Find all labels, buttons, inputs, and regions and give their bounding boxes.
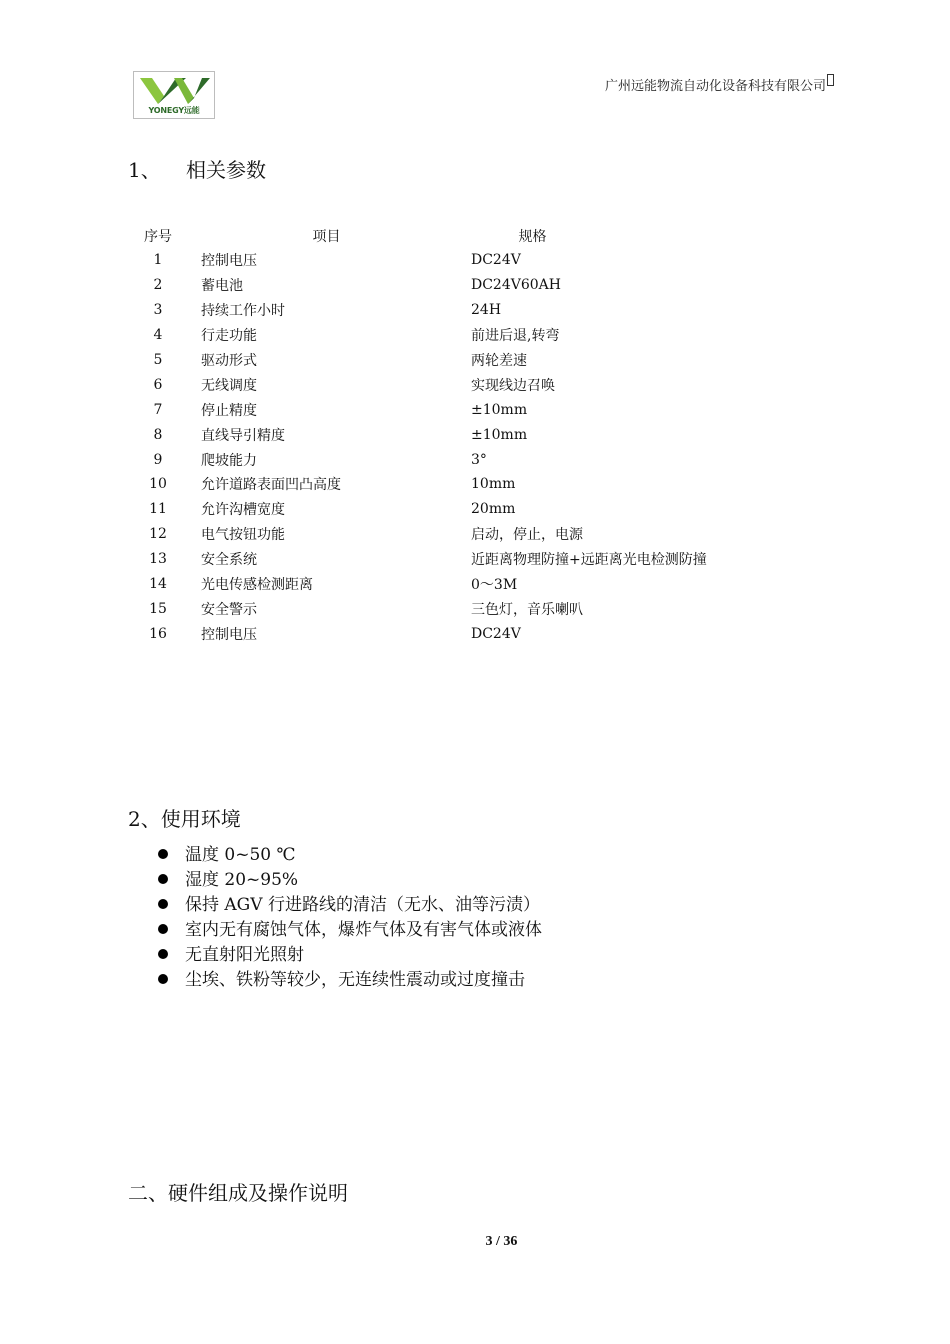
table-row <box>134 372 734 397</box>
cell-item: 持续工作小时 <box>201 303 285 320</box>
company-logo <box>133 71 215 119</box>
table-row <box>134 348 734 373</box>
bullet-icon <box>158 974 168 984</box>
cell-spec: ±10mm <box>471 426 528 443</box>
list-item <box>158 843 542 868</box>
table-row <box>134 447 734 472</box>
list-item <box>158 943 542 968</box>
cell-item: 控制电压 <box>201 253 257 270</box>
table-row <box>134 497 734 522</box>
cell-spec: DC24V60AH <box>471 277 561 294</box>
cell-spec: 三色灯，音乐喇叭 <box>471 601 583 618</box>
cell-item: 允许沟槽宽度 <box>201 502 285 519</box>
cell-no: 9 <box>153 451 163 468</box>
cell-no: 13 <box>149 551 167 568</box>
list-item <box>158 893 542 918</box>
table-row <box>134 397 734 422</box>
company-name <box>605 74 834 94</box>
cell-spec: 20mm <box>471 501 516 518</box>
list-item-text: 温度 0~50 ℃ <box>185 845 296 865</box>
cell-no: 12 <box>149 526 167 543</box>
cell-item: 光电传感检测距离 <box>201 577 313 594</box>
cell-spec: 启动，停止，电源 <box>471 527 583 544</box>
table-row <box>134 621 734 646</box>
cell-item: 停止精度 <box>201 402 257 419</box>
logo-text: YONEGY远能 <box>148 106 200 115</box>
list-item-text: 室内无有腐蚀气体，爆炸气体及有害气体或液体 <box>185 920 542 940</box>
cell-no: 11 <box>149 501 167 518</box>
cell-item: 驱动形式 <box>201 353 257 369</box>
list-item-text: 保持 AGV 行进路线的清洁（无水、油等污渍） <box>185 895 540 915</box>
cell-spec: 前进后退,转弯 <box>471 328 560 345</box>
cell-no: 8 <box>153 426 163 443</box>
table-row <box>134 248 734 273</box>
table-header-row <box>134 224 734 248</box>
cell-item: 控制电压 <box>201 626 257 643</box>
cell-spec: 24H <box>471 302 502 319</box>
section-1-heading <box>128 154 266 183</box>
cell-item: 行走功能 <box>201 328 257 345</box>
table-row <box>134 472 734 497</box>
table-row <box>134 323 734 348</box>
yonegy-logo-icon <box>138 76 212 106</box>
cell-spec: 10mm <box>471 476 516 493</box>
cell-item: 允许道路表面凹凸高度 <box>201 477 341 494</box>
cell-item: 直线导引精度 <box>201 427 285 444</box>
column-header-no: 序号 <box>144 229 172 245</box>
environment-list <box>158 843 542 993</box>
cell-no: 1 <box>153 252 163 269</box>
table-row <box>134 298 734 323</box>
list-item <box>158 918 542 943</box>
section-3-heading: 二、硬件组成及操作说明 <box>128 1181 348 1205</box>
cell-spec: 实现线边召唤 <box>471 377 555 394</box>
cell-no: 2 <box>153 277 163 294</box>
section-1-number: 1、 <box>128 158 161 182</box>
cell-item: 电气按钮功能 <box>201 527 285 544</box>
bullet-icon <box>158 874 168 884</box>
bullet-icon <box>158 849 168 859</box>
cell-spec: 3° <box>471 451 487 468</box>
table-row <box>134 422 734 447</box>
table-row <box>134 522 734 547</box>
cell-spec: 近距离物理防撞+远距离光电检测防撞 <box>471 552 707 569</box>
cell-no: 16 <box>149 625 167 642</box>
list-item-text: 湿度 20~95% <box>185 870 299 890</box>
bullet-icon <box>158 899 168 909</box>
cell-no: 15 <box>149 600 167 617</box>
table-row <box>134 572 734 597</box>
section-1-title: 相关参数 <box>186 158 266 182</box>
cell-no: 7 <box>153 401 163 418</box>
cell-item: 无线调度 <box>201 377 257 394</box>
cell-no: 4 <box>153 327 163 344</box>
cell-spec: 0～3M <box>471 577 518 594</box>
table-row <box>134 273 734 298</box>
column-header-item: 项目 <box>312 229 341 245</box>
list-item <box>158 968 542 993</box>
cell-spec: 两轮差速 <box>471 353 527 369</box>
company-name-text: 广州远能物流自动化设备科技有限公司 <box>604 79 826 94</box>
cell-item: 蓄电池 <box>201 278 243 295</box>
section-2-heading: 2、使用环境 <box>128 807 241 831</box>
page-number: 3 / 36 <box>485 1234 518 1249</box>
cell-no: 5 <box>153 352 163 368</box>
cell-item: 安全警示 <box>201 601 257 618</box>
cell-no: 6 <box>153 376 163 393</box>
cell-no: 14 <box>149 576 167 593</box>
cell-item: 爬坡能力 <box>201 452 257 469</box>
bullet-icon <box>158 949 168 959</box>
cell-spec: DC24V <box>471 625 521 642</box>
missing-glyph-box <box>827 74 834 86</box>
parameter-table <box>134 224 734 646</box>
column-header-spec: 规格 <box>518 229 547 245</box>
list-item-text: 无直射阳光照射 <box>185 945 304 965</box>
cell-spec: DC24V <box>471 252 521 269</box>
cell-spec: ±10mm <box>471 401 528 418</box>
bullet-icon <box>158 924 168 934</box>
cell-item: 安全系统 <box>201 552 257 569</box>
list-item-text: 尘埃、铁粉等较少，无连续性震动或过度撞击 <box>185 970 525 990</box>
cell-no: 10 <box>149 476 167 493</box>
table-row <box>134 547 734 572</box>
list-item <box>158 868 542 893</box>
cell-no: 3 <box>153 302 163 319</box>
table-row <box>134 596 734 621</box>
